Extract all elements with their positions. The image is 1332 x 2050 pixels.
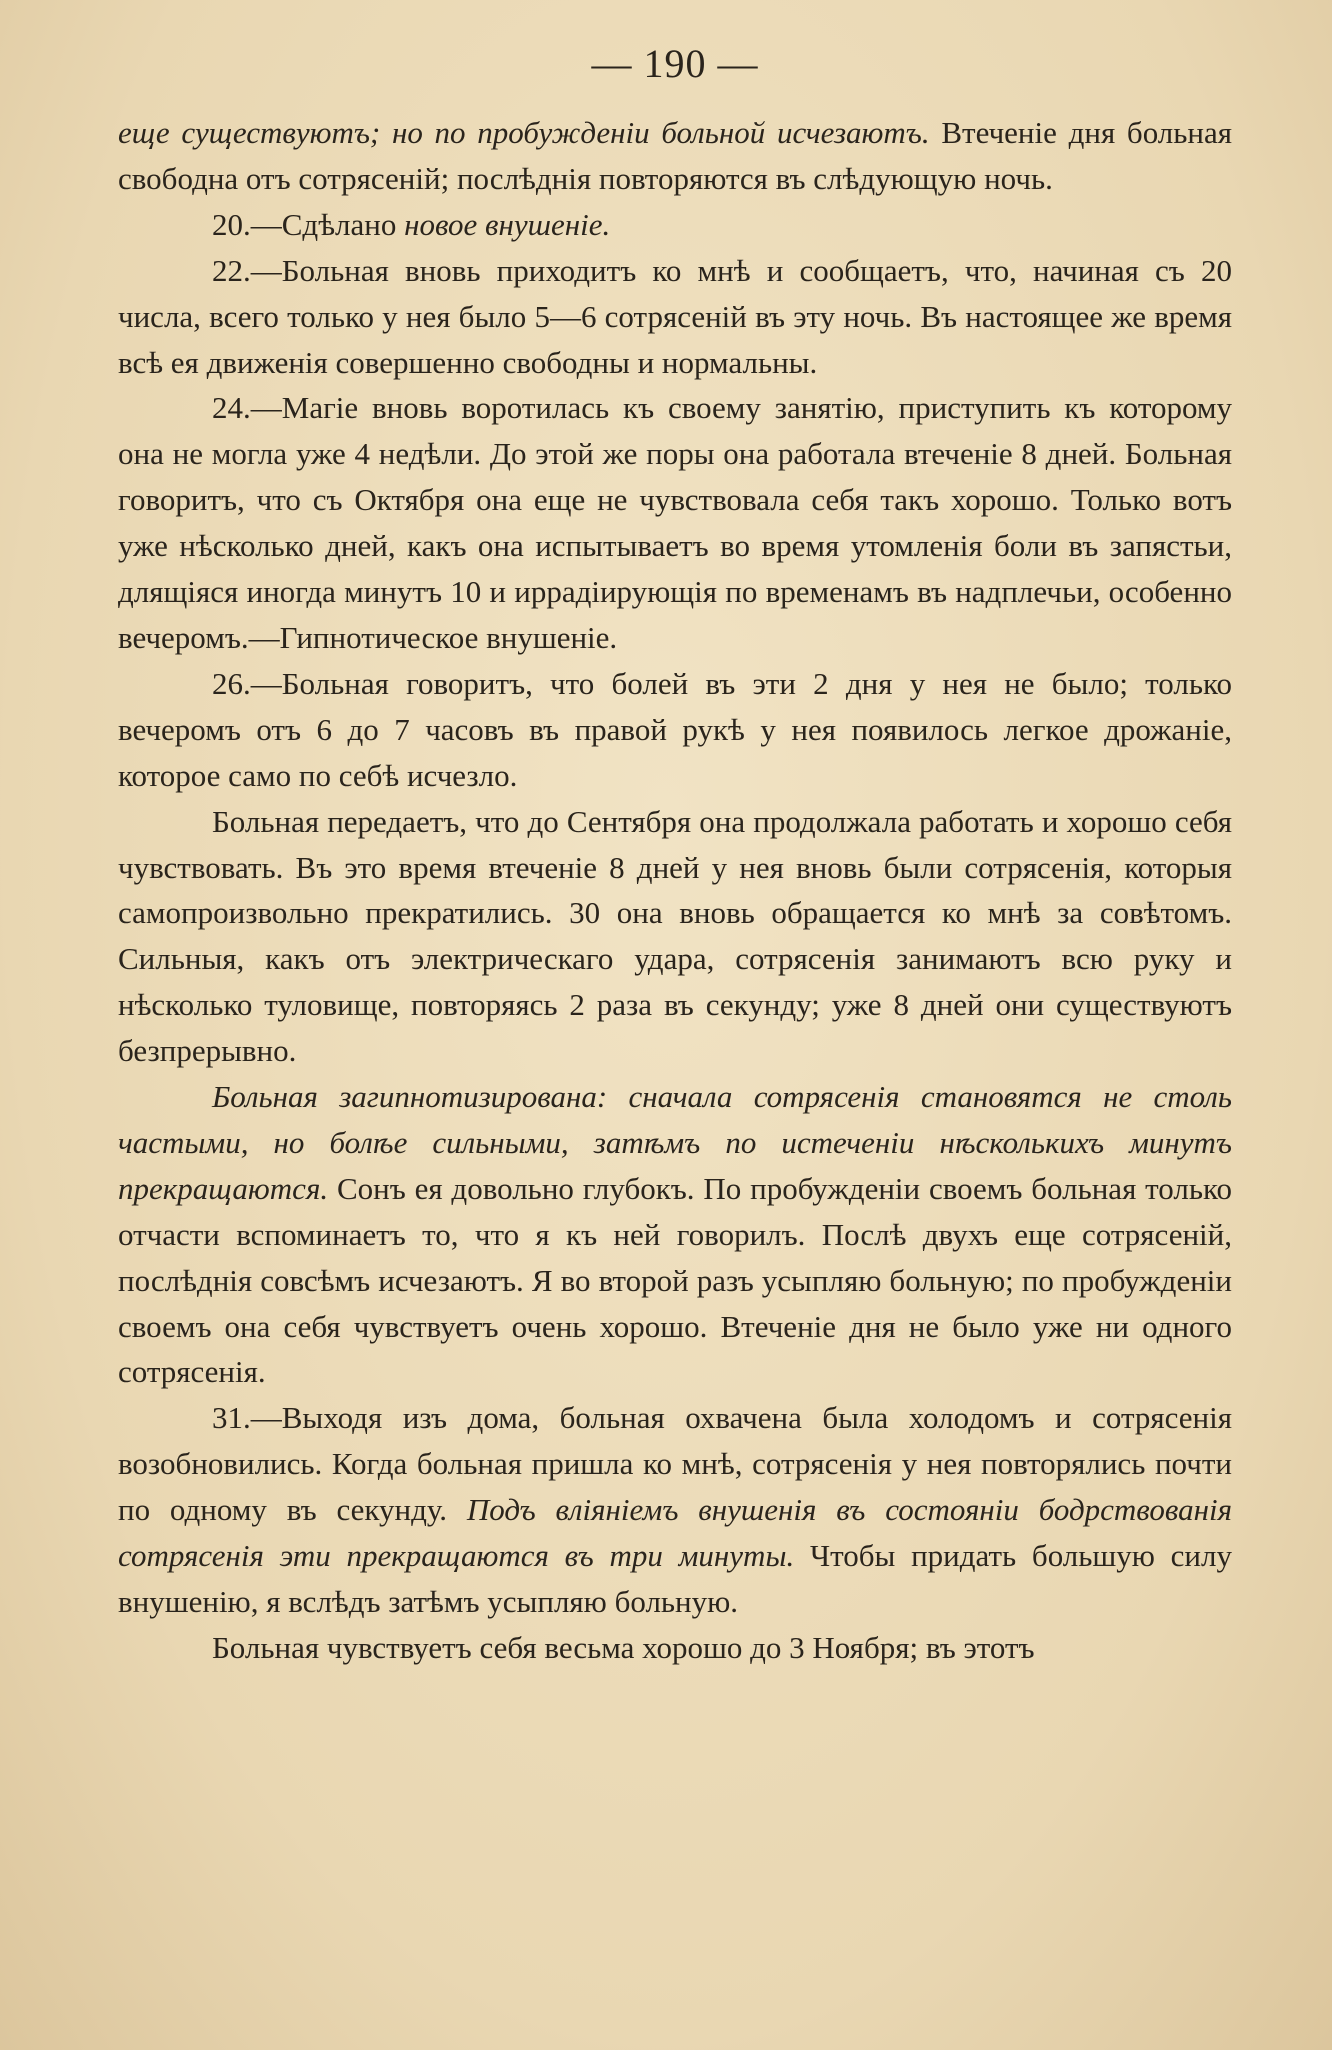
text-segment: Больная передаетъ, что до Сентября она продолжала работать и хорошо себя чувствовать. Въ это время втеченіе 8 дней у нея вновь были сотрясенія, которыя самопроизвольно прекратились. 30 она вновь обращается ко мнѣ за совѣтомъ. Сильныя, какъ отъ электрическаго удара, сотрясенія занимаютъ всю руку и нѣсколько туловище, повторяясь 2 раза въ секунду; уже 8 дней они существуютъ безпрерывно. (118, 803, 1232, 1069)
text-segment: Подъ вліяніемъ внушенія въ состояніи бодрствованія сотрясенія эти прекращаются въ три минуты. (118, 1492, 1232, 1574)
text-segment: 20.—Сдѣлано (212, 206, 405, 242)
text-segment: 31.—Выходя изъ дома, больная охвачена была холодомъ и сотрясенія возобновились. Когда больная пришла ко мнѣ, сотрясенія у нея повторялись почти по одному въ секунду. (118, 1400, 1232, 1528)
paragraph (118, 799, 1232, 1074)
text-segment: новое внушеніе. (404, 206, 611, 242)
text-segment: 24.—Магіе вновь воротилась къ своему занятію, приступить къ которому она не могла уже 4 недѣли. До этой же поры она работала втеченіе 8 дней. Больная говоритъ, что съ Октября она еще не чувствовала себя такъ хорошо. Только вотъ уже нѣсколько дней, какъ она испытываетъ во время утомленія боли въ запястьи, длящіяся иногда минутъ 10 и иррадіирующія по временамъ въ надплечьи, особенно вечеромъ.—Гипнотическое внушеніе. (118, 390, 1232, 655)
paragraph (118, 385, 1232, 660)
text-segment: 22.—Больная вновь приходитъ ко мнѣ и сообщаетъ, что, начиная съ 20 числа, всего только у нея было 5—6 сотрясеній въ эту ночь. Въ настоящее же время всѣ ея движенія совершенно свободны и нормальны. (118, 252, 1232, 380)
page-body (118, 110, 1232, 1671)
paragraph (118, 1074, 1232, 1395)
text-segment: Сонъ ея довольно глубокъ. По пробужденіи своемъ больная только отчасти вспоминаетъ то, что я къ ней говорилъ. Послѣ двухъ еще сотрясеній, послѣднія совсѣмъ исчезаютъ. Я во второй разъ усыпляю больную; по пробужденіи своемъ она себя чувствуетъ очень хорошо. Втеченіе дня не было уже ни одного сотрясенія. (118, 1170, 1232, 1390)
paragraph (118, 110, 1232, 202)
paragraph (118, 248, 1232, 386)
text-segment: 26.—Больная говоритъ, что болей въ эти 2 дня у нея не было; только вечеромъ отъ 6 до 7 часовъ въ правой рукѣ у нея появилось легкое дрожаніе, которое само по себѣ исчезло. (118, 665, 1232, 793)
text-segment: Чтобы придать большую силу внушенію, я вслѣдъ затѣмъ усыпляю больную. (118, 1538, 1232, 1619)
paragraph (118, 1395, 1232, 1625)
paragraph (118, 202, 1232, 248)
text-segment: еще существуютъ; но по пробужденіи больной исчезаютъ. (118, 115, 930, 150)
text-segment: Больная чувствуетъ себя весьма хорошо до 3 Ноября; въ этотъ (212, 1629, 1035, 1665)
text-segment: Втеченіе дня больная свободна отъ сотрясеній; послѣднія повторяются въ слѣдующую ночь. (118, 115, 1232, 196)
text-segment: Больная загипнотизирована: сначала сотрясенія становятся не столь частыми, но болѣе сильными, затѣмъ по истеченіи нѣсколькихъ минутъ прекращаются. (118, 1079, 1232, 1206)
paragraph (118, 1625, 1232, 1671)
paragraph (118, 661, 1232, 799)
page-number: — 190 — (591, 41, 759, 86)
